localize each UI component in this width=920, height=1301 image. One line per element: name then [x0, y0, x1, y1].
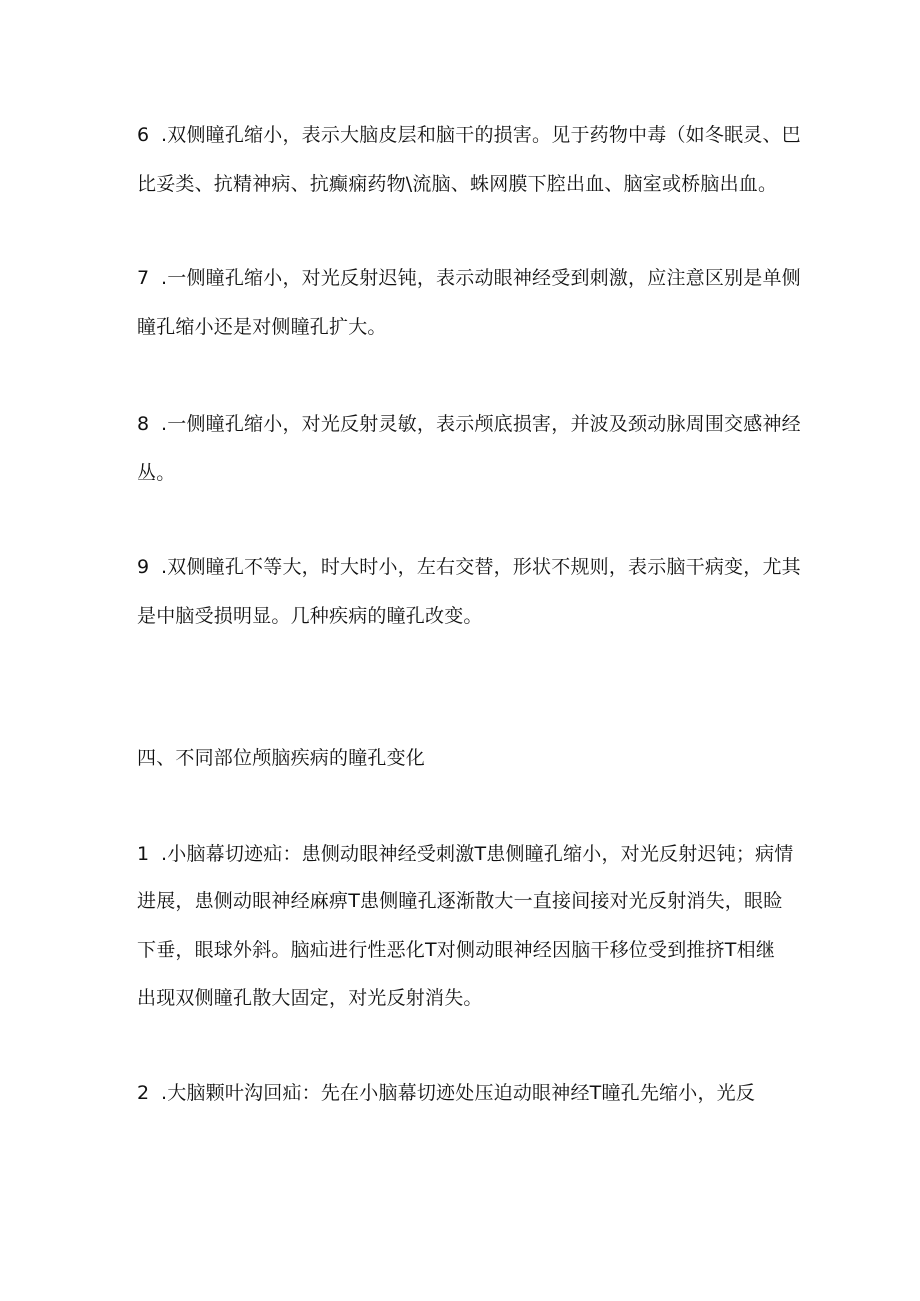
item-8-text-1: .一侧瞳孔缩小，对光反射灵敏，表示颅底损害，并波及颈动脉周围交感神经	[161, 413, 801, 435]
item-6-text-1: .双侧瞳孔缩小，表示大脑皮层和脑干的损害。见于药物中毒（如冬眠灵、巴	[161, 124, 801, 146]
item-8-line-1	[137, 412, 801, 436]
section-item-1-line-1	[137, 842, 797, 866]
item-7-line-1	[137, 266, 801, 290]
section-heading: 四、不同部位颅脑疾病的瞳孔变化	[137, 747, 426, 769]
section-item-1-line-2: 进展，患侧动眼神经麻痹T患侧瞳孔逐渐散大一直接间接对光反射消失，眼睑	[137, 890, 783, 912]
section-item-1-line-4: 出现双侧瞳孔散大固定，对光反射消失。	[137, 987, 483, 1009]
section-item-1-text-1: .小脑幕切迹疝：患侧动眼神经受刺激T患侧瞳孔缩小，对光反射迟钝；病情	[161, 843, 794, 865]
item-9-line-1	[137, 555, 801, 579]
item-6-line-1	[137, 123, 801, 147]
section-item-2-number: 2	[137, 1082, 150, 1104]
section-item-1-number: 1	[137, 843, 150, 865]
item-9-number: 9	[137, 556, 150, 578]
section-item-2-text-1: .大脑颗叶沟回疝：先在小脑幕切迹处压迫动眼神经T瞳孔先缩小，光反	[161, 1082, 756, 1104]
section-item-1-line-3: 下垂，眼球外斜。脑疝进行性恶化T对侧动眼神经因脑干移位受到推挤T相继	[137, 939, 776, 961]
item-9-text-1: .双侧瞳孔不等大，时大时小，左右交替，形状不规则，表示脑干病变，尤其	[161, 556, 801, 578]
item-7-number: 7	[137, 267, 150, 289]
item-9-line-2: 是中脑受损明显。几种疾病的瞳孔改变。	[137, 605, 483, 627]
item-6-number: 6	[137, 124, 150, 146]
item-6-line-2: 比妥类、抗精神病、抗癫痫药物\流脑、蛛网膜下腔出血、脑室或桥脑出血。	[137, 173, 778, 195]
item-7-line-2: 瞳孔缩小还是对侧瞳孔扩大。	[137, 316, 387, 338]
section-item-2-line-1	[137, 1081, 797, 1105]
item-7-text-1: .一侧瞳孔缩小，对光反射迟钝，表示动眼神经受到刺激，应注意区别是单侧	[161, 267, 801, 289]
item-8-line-2: 丛。	[137, 462, 176, 484]
item-8-number: 8	[137, 413, 150, 435]
